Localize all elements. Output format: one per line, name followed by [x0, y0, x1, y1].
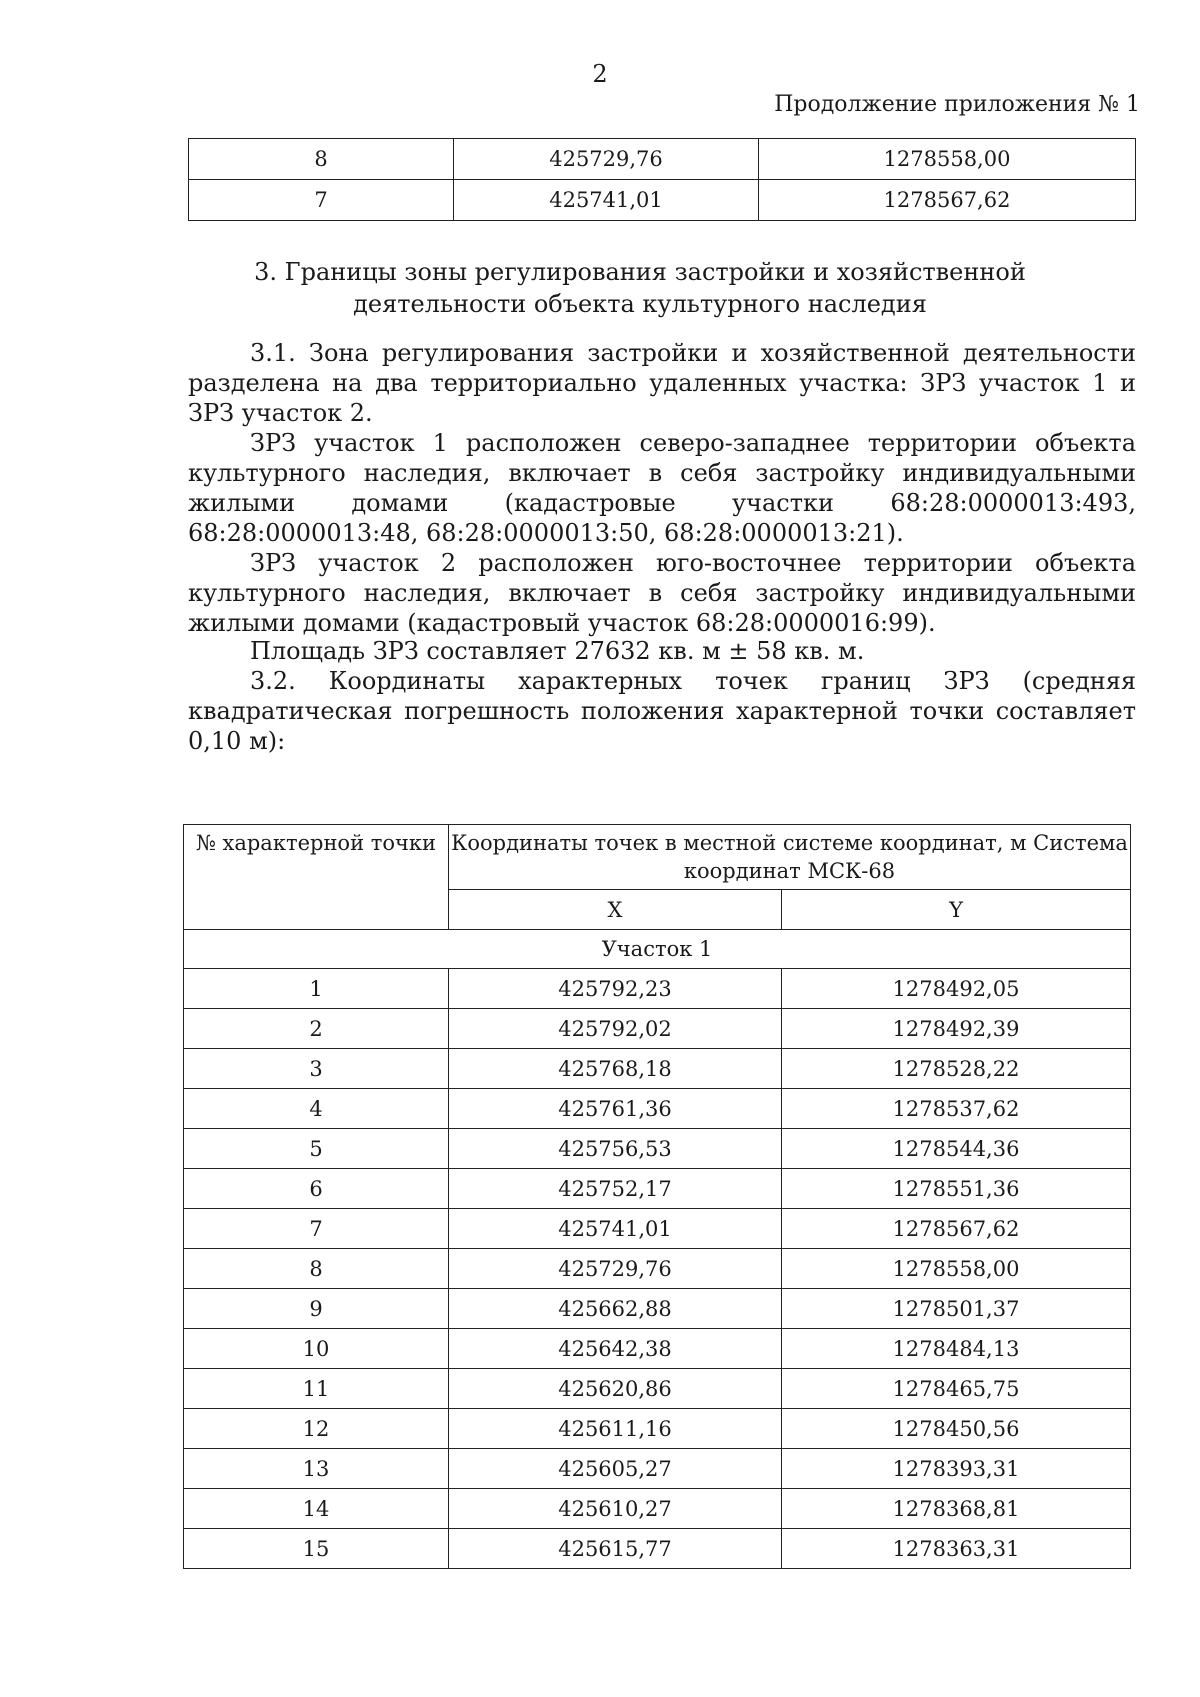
- y-coordinate-cell: 1278558,00: [782, 1249, 1131, 1289]
- paragraph-area: Площадь ЗРЗ составляет 27632 кв. м ± 58 кв. м.: [250, 637, 865, 665]
- table-row: [184, 1169, 1131, 1209]
- x-coordinate-cell: 425792,02: [449, 1009, 782, 1049]
- header-x: X: [449, 890, 782, 930]
- point-number-cell: 3: [184, 1049, 449, 1089]
- table-row: [184, 1329, 1131, 1369]
- header-coordinates: Координаты точек в местной системе координат, м Система координат МСК-68: [449, 825, 1131, 890]
- x-coordinate-cell: 425792,23: [449, 969, 782, 1009]
- page-number: 2: [592, 60, 608, 88]
- point-number-cell: 8: [184, 1249, 449, 1289]
- paragraph-3-1: 3.1. Зона регулирования застройки и хозяйственной деятельности разделена на два территориально удаленных участка: ЗРЗ участок 1 и ЗРЗ участок 2.: [188, 339, 1136, 427]
- paragraph-zone-2: ЗРЗ участок 2 расположен юго-восточнее территории объекта культурного наследия, включает в себя застройку индивидуальными жилыми домами (кадастровый участок 68:28:0000016:99).: [188, 549, 1136, 637]
- x-coordinate-cell: 425768,18: [449, 1049, 782, 1089]
- x-coordinate-cell: 425610,27: [449, 1489, 782, 1529]
- appendix-note: Продолжение приложения № 1: [774, 92, 1140, 117]
- x-coordinate-cell: 425729,76: [449, 1249, 782, 1289]
- y-coordinate-cell: 1278450,56: [782, 1409, 1131, 1449]
- point-number-cell: 11: [184, 1369, 449, 1409]
- table-row: [184, 1089, 1131, 1129]
- x-coordinate-cell: 425611,16: [449, 1409, 782, 1449]
- y-coordinate-cell: 1278492,39: [782, 1009, 1131, 1049]
- table-row: [189, 139, 1136, 180]
- point-number-cell: 2: [184, 1009, 449, 1049]
- y-coordinate-cell: 1278492,05: [782, 969, 1131, 1009]
- header-point-number: № характерной точки: [184, 825, 449, 930]
- x-coordinate-cell: 425642,38: [449, 1329, 782, 1369]
- y-coordinate-cell: 1278363,31: [782, 1529, 1131, 1569]
- x-coordinate-cell: 425729,76: [454, 139, 759, 180]
- point-number-cell: 6: [184, 1169, 449, 1209]
- x-coordinate-cell: 425662,88: [449, 1289, 782, 1329]
- paragraph-3-2: 3.2. Координаты характерных точек границ ЗРЗ (средняя квадратическая погрешность положения характерной точки составляет 0,10 м):: [188, 667, 1136, 755]
- previous-coordinates-table: [188, 138, 1136, 221]
- point-number-cell: 8: [189, 139, 454, 180]
- y-coordinate-cell: 1278551,36: [782, 1169, 1131, 1209]
- table-row: [184, 1529, 1131, 1569]
- point-number-cell: 13: [184, 1449, 449, 1489]
- table-row: [184, 1009, 1131, 1049]
- table-row: [184, 1209, 1131, 1249]
- x-coordinate-cell: 425741,01: [449, 1209, 782, 1249]
- x-coordinate-cell: 425615,77: [449, 1529, 782, 1569]
- y-coordinate-cell: 1278567,62: [782, 1209, 1131, 1249]
- table-row: [184, 1489, 1131, 1529]
- point-number-cell: 1: [184, 969, 449, 1009]
- header-y: Y: [782, 890, 1131, 930]
- table-row: [184, 969, 1131, 1009]
- point-number-cell: 15: [184, 1529, 449, 1569]
- y-coordinate-cell: 1278368,81: [782, 1489, 1131, 1529]
- point-number-cell: 12: [184, 1409, 449, 1449]
- y-coordinate-cell: 1278465,75: [782, 1369, 1131, 1409]
- y-coordinate-cell: 1278501,37: [782, 1289, 1131, 1329]
- x-coordinate-cell: 425756,53: [449, 1129, 782, 1169]
- x-coordinate-cell: 425620,86: [449, 1369, 782, 1409]
- table-row: [184, 1409, 1131, 1449]
- point-number-cell: 5: [184, 1129, 449, 1169]
- section-label: Участок 1: [184, 930, 1131, 969]
- paragraph-zone-1: ЗРЗ участок 1 расположен северо-западнее территории объекта культурного наследия, включает в себя застройку индивидуальными жилыми домами (кадастровые участки 68:28:0000013:493, 68:28:0000013:48, 68:28:0000013:50, 68:28:0000013:21).: [188, 429, 1136, 547]
- table-row: [184, 1129, 1131, 1169]
- section-title: 3. Границы зоны регулирования застройки и хозяйственной деятельности объекта культурного наследия: [254, 258, 1026, 318]
- point-number-cell: 14: [184, 1489, 449, 1529]
- point-number-cell: 7: [184, 1209, 449, 1249]
- table-row: [184, 1049, 1131, 1089]
- table-row: [184, 1249, 1131, 1289]
- coordinates-table: [183, 824, 1131, 1569]
- y-coordinate-cell: 1278558,00: [759, 139, 1136, 180]
- point-number-cell: 7: [189, 180, 454, 221]
- x-coordinate-cell: 425752,17: [449, 1169, 782, 1209]
- point-number-cell: 10: [184, 1329, 449, 1369]
- table-row: [184, 1449, 1131, 1489]
- x-coordinate-cell: 425605,27: [449, 1449, 782, 1489]
- y-coordinate-cell: 1278393,31: [782, 1449, 1131, 1489]
- table-row: [184, 1289, 1131, 1329]
- y-coordinate-cell: 1278484,13: [782, 1329, 1131, 1369]
- x-coordinate-cell: 425741,01: [454, 180, 759, 221]
- point-number-cell: 9: [184, 1289, 449, 1329]
- y-coordinate-cell: 1278537,62: [782, 1089, 1131, 1129]
- y-coordinate-cell: 1278544,36: [782, 1129, 1131, 1169]
- point-number-cell: 4: [184, 1089, 449, 1129]
- table-row: [189, 180, 1136, 221]
- x-coordinate-cell: 425761,36: [449, 1089, 782, 1129]
- y-coordinate-cell: 1278528,22: [782, 1049, 1131, 1089]
- y-coordinate-cell: 1278567,62: [759, 180, 1136, 221]
- table-row: [184, 1369, 1131, 1409]
